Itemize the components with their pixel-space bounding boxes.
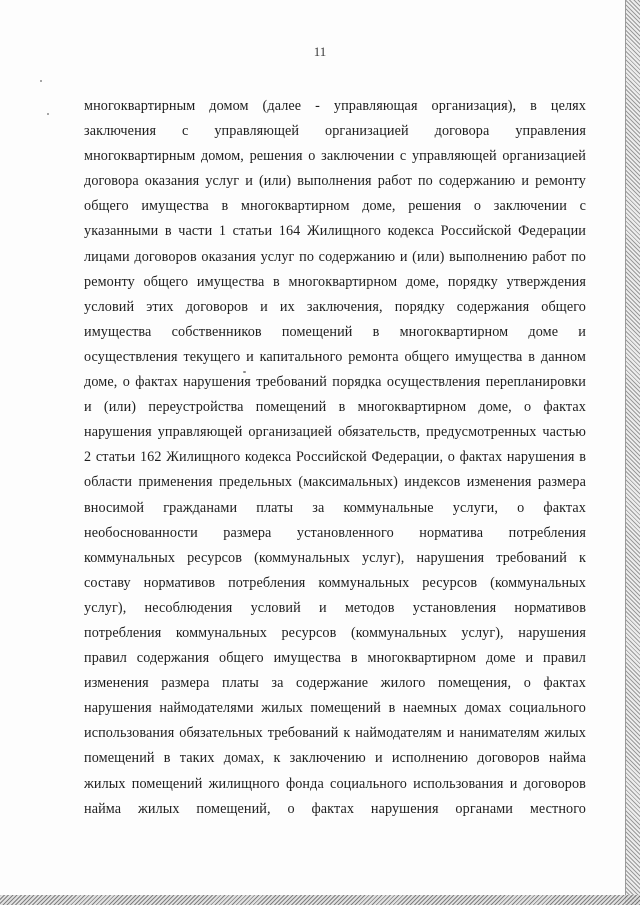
text-line: области применения предельных (максимальных) индексов изменения размера: [84, 474, 586, 491]
text-line: вносимой гражданами платы за коммунальные услуги, о фактах: [84, 499, 586, 516]
text-line: ремонту общего имущества в многоквартирном доме, порядку утверждения: [84, 273, 586, 290]
scan-edge-right: [626, 0, 640, 905]
text-line: условий этих договоров и их заключения, порядку содержания общего: [84, 298, 586, 315]
text-line: найма жилых помещений, о фактах нарушения органами местного: [84, 800, 586, 817]
text-line: изменения размера платы за содержание жилого помещения, о фактах: [84, 675, 586, 692]
text-line: многоквартирным домом (далее - управляющая организация), в целях: [84, 98, 586, 114]
text-line: составу нормативов потребления коммунальных ресурсов (коммунальных: [84, 574, 586, 591]
text-line: имущества собственников помещений в многоквартирном доме и: [84, 323, 586, 340]
text-line: договора оказания услуг и (или) выполнения работ по содержанию и ремонту: [84, 173, 586, 190]
scan-edge-bottom: [0, 895, 640, 905]
text-line: жилых помещений жилищного фонда социального использования и договоров: [84, 775, 586, 792]
text-line: нарушения наймодателями жилых помещений в наемных домах социального: [84, 700, 586, 717]
text-line: доме, о фактах нарушения требований порядка осуществления перепланировки: [84, 374, 586, 391]
text-line: заключения с управляющей организацией договора управления: [84, 123, 586, 140]
scan-speck: [47, 113, 49, 115]
body-text: [84, 94, 586, 822]
page-number: 11: [313, 44, 327, 59]
text-line: и (или) переустройства помещений в многоквартирном доме, о фактах: [84, 399, 586, 416]
text-line: указанными в части 1 статьи 164 Жилищного кодекса Российской Федерации: [84, 223, 586, 240]
scan-speck: [40, 80, 42, 82]
text-line: потребления коммунальных ресурсов (коммунальных услуг), нарушения: [84, 624, 586, 641]
text-line: общего имущества в многоквартирном доме, решения о заключении с: [84, 198, 586, 215]
text-line: правил содержания общего имущества в многоквартирном доме и правил: [84, 650, 586, 667]
text-line: многоквартирным домом, решения о заключении с управляющей организацией: [84, 148, 586, 165]
text-line: использования обязательных требований к наймодателям и нанимателям жилых: [84, 725, 586, 742]
text-line: лицами договоров оказания услуг по содержанию и (или) выполнению работ по: [84, 248, 586, 265]
text-line: осуществления текущего и капитального ремонта общего имущества в данном: [84, 348, 586, 365]
text-line: 2 статьи 162 Жилищного кодекса Российской Федерации, о фактах нарушения в: [84, 449, 586, 466]
text-line: необоснованности размера установленного норматива потребления: [84, 524, 586, 541]
text-line: услуг), несоблюдения условий и методов установления нормативов: [84, 599, 586, 616]
text-line: помещений в таких домах, к заключению и исполнению договоров найма: [84, 750, 586, 767]
text-line: коммунальных ресурсов (коммунальных услуг), нарушения требований к: [84, 549, 586, 566]
text-line: нарушения управляющей организацией обязательств, предусмотренных частью: [84, 424, 586, 441]
